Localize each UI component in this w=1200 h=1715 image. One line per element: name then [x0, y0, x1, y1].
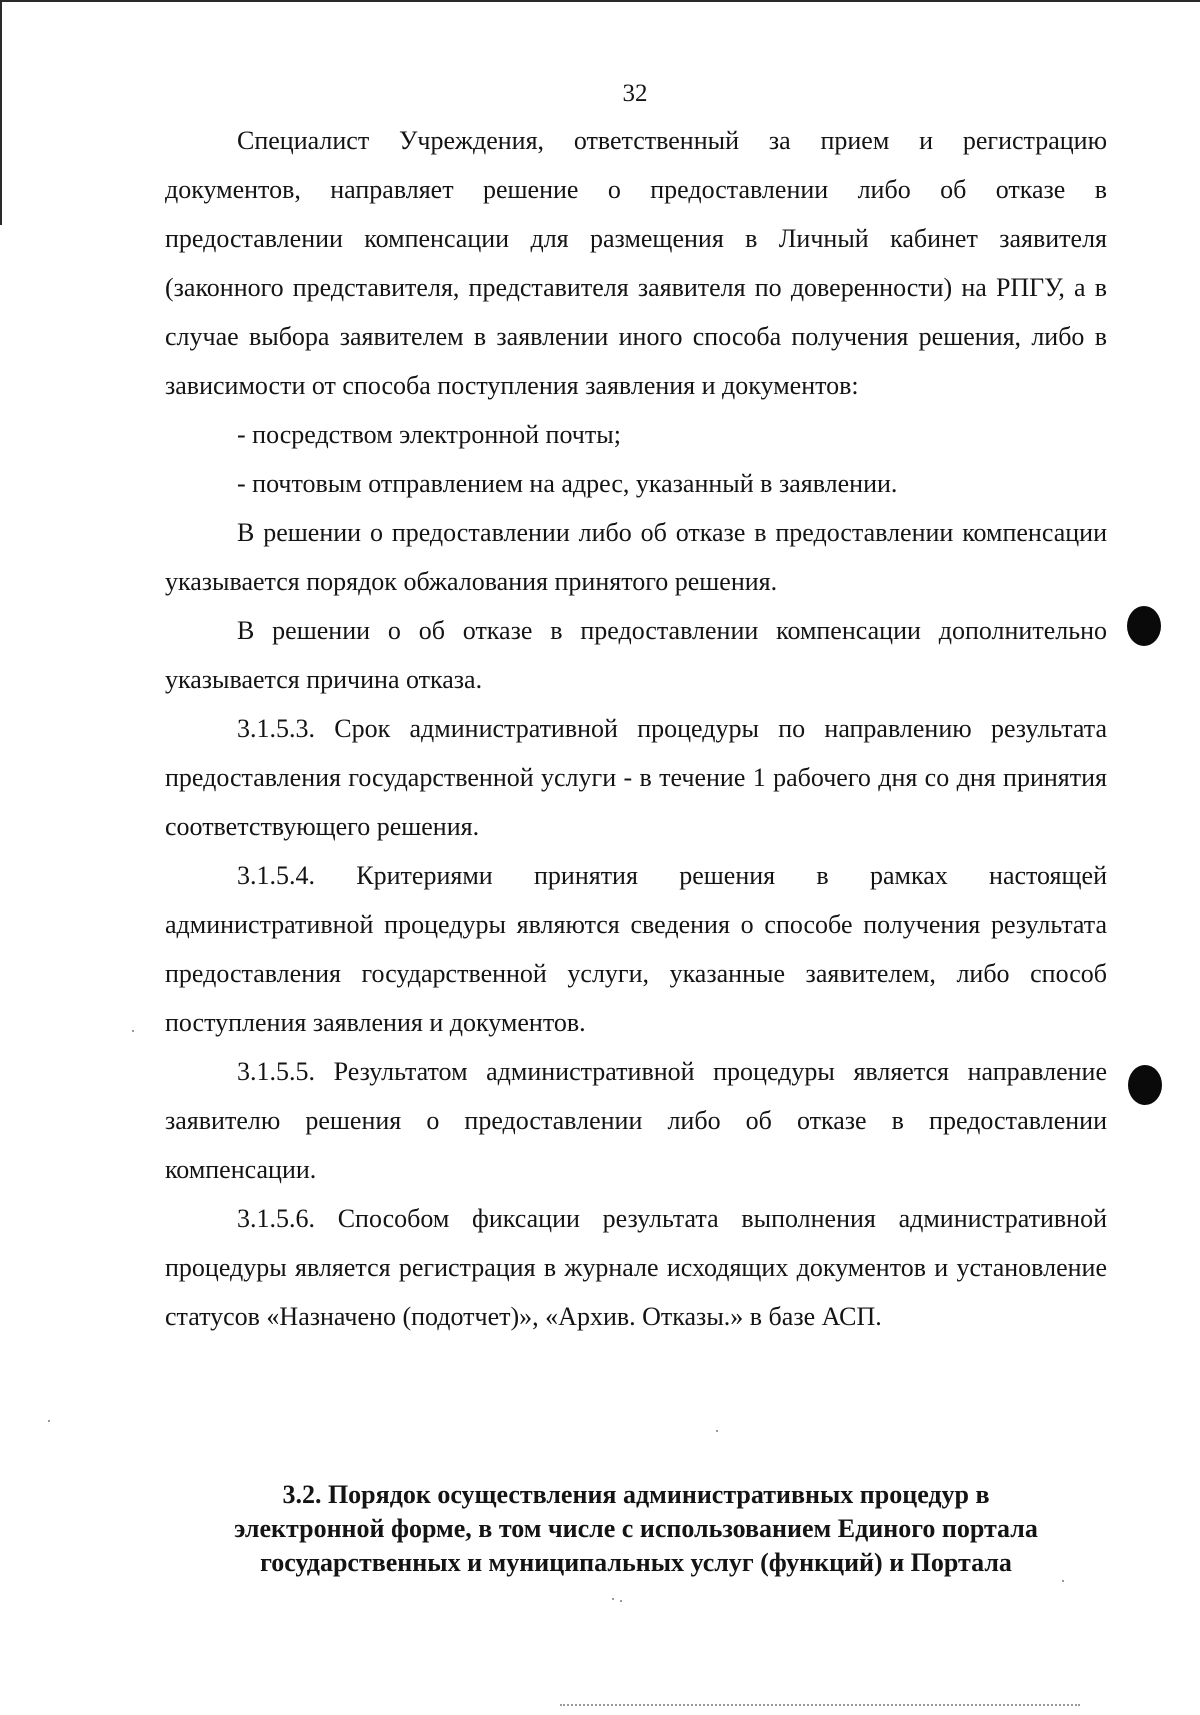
- heading-line: электронной форме, в том числе с использованием Единого портала: [234, 1514, 1038, 1543]
- list-item-post: - почтовым отправлением на адрес, указанный в заявлении.: [237, 469, 898, 498]
- scan-speck: [612, 1598, 614, 1600]
- punch-hole-bottom: [1128, 1065, 1162, 1105]
- scan-top-border: [0, 0, 1200, 2]
- section-heading-3-2: [165, 1478, 1107, 1580]
- paragraph-result-delivery: Специалист Учреждения, ответственный за прием и регистрацию документов, направляет решение о предоставлении либо об отказе в предоставлении компенсации для размещения в Личный кабинет заявителя (законного представителя, представителя заявителя по доверенности) на РПГУ, а в случае выбора заявителем в заявлении иного способа получения решения, либо в зависимости от способа поступления заявления и документов:: [165, 126, 1107, 400]
- paragraph-3-1-5-4: 3.1.5.4. Критериями принятия решения в рамках настоящей административной процедуры являются сведения о способе получения результата предоставления государственной услуги, указанные заявителем, либо способ поступления заявления и документов.: [165, 861, 1107, 1037]
- scan-speck: [716, 1430, 718, 1432]
- page-number: 32: [622, 80, 648, 107]
- scan-left-edge-mark: [0, 0, 2, 225]
- paragraph-3-1-5-5: 3.1.5.5. Результатом административной процедуры является направление заявителю решения о предоставлении либо об отказе в предоставлении компенсации.: [165, 1057, 1107, 1184]
- paragraph-refusal-reason: В решении о об отказе в предоставлении компенсации дополнительно указывается причина отказа.: [165, 616, 1107, 694]
- scan-speck: [620, 1600, 622, 1602]
- paragraph-3-1-5-6: 3.1.5.6. Способом фиксации результата выполнения административной процедуры является регистрация в журнале исходящих документов и установление статусов «Назначено (подотчет)», «Архив. Отказы.» в базе АСП.: [165, 1204, 1107, 1331]
- heading-line: государственных и муниципальных услуг (функций) и Портала: [260, 1548, 1012, 1577]
- paragraph-appeal-procedure: В решении о предоставлении либо об отказе в предоставлении компенсации указывается порядок обжалования принятого решения.: [165, 518, 1107, 596]
- scan-speck: [1062, 1580, 1064, 1582]
- list-item-email: - посредством электронной почты;: [237, 420, 621, 449]
- paragraph-3-1-5-3: 3.1.5.3. Срок административной процедуры по направлению результата предоставления государственной услуги - в течение 1 рабочего дня со дня принятия соответствующего решения.: [165, 714, 1107, 841]
- scan-speck: [48, 1420, 50, 1422]
- document-body: [165, 116, 1107, 1341]
- punch-hole-top: [1127, 606, 1161, 646]
- scan-speck: [132, 1030, 134, 1032]
- heading-line: 3.2. Порядок осуществления административных процедур в: [282, 1480, 990, 1509]
- scan-bottom-dotted-line: [560, 1704, 1080, 1706]
